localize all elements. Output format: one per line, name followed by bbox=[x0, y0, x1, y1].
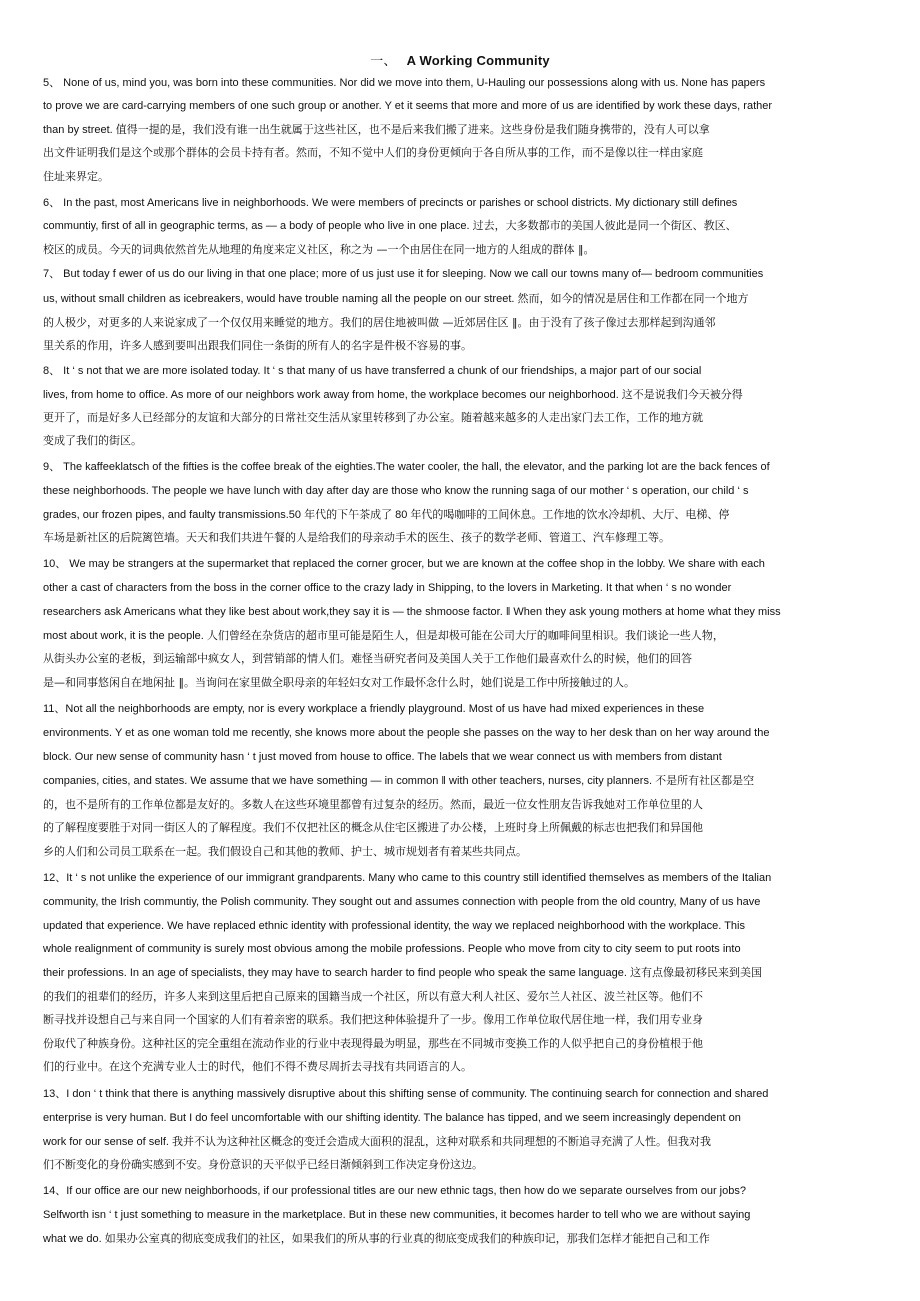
text-line: 车场是新社区的后院篱笆墙。天天和我们共进午餐的人是给我们的母亲动手术的医生、孩子的数学老师、管道工、汽车修理工等。 bbox=[43, 531, 670, 544]
text-line: 住址来界定。 bbox=[43, 170, 109, 183]
text-line: 9、 The kaffeeklatsch of the fifties is the coffee break of the eighties.The water cooler, the hall, the elevator, and the parking lot are the back fences of bbox=[43, 461, 770, 473]
text-line: 的人极少，对更多的人来说家成了一个仅仅用来睡觉的地方。我们的居住地被叫做 —近郊居住区 ‖。由于没有了孩子像过去那样起到沟通邻 bbox=[43, 316, 716, 329]
text-line: grades, our frozen pipes, and faulty transmissions.50 年代的下午茶成了 80 年代的喝咖啡的工间休息。工作地的饮水冷却机、大厅、电梯、停 bbox=[43, 509, 730, 521]
text-line: what we do. 如果办公室真的彻底变成我们的社区，如果我们的所从事的行业真的彻底变成我们的种族印记，那我们怎样才能把自己和工作 bbox=[43, 1233, 710, 1245]
text-line: community, the Irish communtiy, the Polish community. They sought out and assumes connection with people from the old country, Many of us have bbox=[43, 896, 761, 908]
text-line: updated that experience. We have replaced ethnic identity with professional identity, the way we replaced neighborhood with the workplace. This bbox=[43, 920, 745, 932]
text-line: 14、If our office are our new neighborhoods, if our professional titles are our new ethnic tags, then how do we separate ourselves from our jobs? bbox=[43, 1185, 746, 1197]
text-line: lives, from home to office. As more of our neighbors work away from home, the workplace becomes our neighborhood. 这不是说我们今天被分得 bbox=[43, 389, 743, 401]
text-line: work for our sense of self. 我并不认为这种社区概念的变迁会造成大面积的混乱，这种对联系和共同理想的不断追寻充满了人性。但我对我 bbox=[43, 1136, 711, 1148]
text-line: 出文件证明我们是这个或那个群体的会员卡持有者。然而，不知不觉中人们的身份更倾向于各自所从事的工作，而不是像以往一样由家庭 bbox=[43, 146, 703, 159]
text-line: researchers ask Americans what they like best about work,they say it is — the shmoose factor. ‖ When they ask young mothers at home what they miss bbox=[43, 606, 781, 618]
text-line: than by street. 值得一提的是，我们没有谁一出生就属于这些社区，也不是后来我们搬了进来。这些身份是我们随身携带的，没有人可以拿 bbox=[43, 124, 710, 136]
text-line: enterprise is very human. But I do feel uncomfortable with our shifting identity. The balance has tipped, and we seem increasingly dependent on bbox=[43, 1112, 741, 1124]
text-line: 是—和同事悠闲自在地闲扯 ‖。当询问在家里做全职母亲的年轻妇女对工作最怀念什么时，她们说是工作中所接触过的人。 bbox=[43, 676, 635, 689]
text-line: other a cast of characters from the boss in the corner office to the crazy lady in Shipping, to the lovers in Marketing. It that when ‘ s no wonder bbox=[43, 582, 732, 594]
text-line: 11、Not all the neighborhoods are empty, nor is every workplace a friendly playground. Most of us have had mixed experiences in these bbox=[43, 703, 705, 715]
title-text: A Working Community bbox=[406, 53, 550, 68]
text-line: 们不断变化的身份确实感到不安。身份意识的天平似乎已经日渐倾斜到工作决定身份这边。 bbox=[43, 1158, 483, 1171]
text-line: 13、I don ‘ t think that there is anything massively disruptive about this shifting sense of community. The continuing search for connection and shared bbox=[43, 1088, 769, 1100]
text-line: their professions. In an age of specialists, they may have to search harder to find people who speak the same language. 这有点像最初移民来到美国 bbox=[43, 967, 763, 979]
text-line: 5、 None of us, mind you, was born into these communities. Nor did we move into them, U-Hauling our possessions along with us. None has papers bbox=[43, 77, 766, 89]
text-line: communtiy, first of all in geographic terms, as — a body of people who live in one place. 过去，大多数都市的美国人彼此是同一个街区、教区、 bbox=[43, 220, 737, 232]
text-line: environments. Y et as one woman told me recently, she knows more about the people she passes on the way to her desk than on her way around the bbox=[43, 727, 770, 739]
text-line: 更开了，而是好多人已经部分的友谊和大部分的日常社交生活从家里转移到了办公室。随着越来越多的人走出家门去工作，工作的地方就 bbox=[43, 411, 703, 424]
text-line: most about work, it is the people. 人们曾经在杂货店的超市里可能是陌生人，但是却极可能在公司大厅的咖啡间里相识。我们谈论一些人物， bbox=[43, 630, 724, 642]
text-line: 从街头办公室的老板，到运输部中疯女人，到营销部的情人们。难怪当研究者问及美国人关于工作他们最喜欢什么的时候，他们的回答 bbox=[43, 652, 692, 665]
text-line: 12、It ‘ s not unlike the experience of our immigrant grandparents. Many who came to this country still identified themselves as members of the Italian bbox=[43, 872, 772, 884]
text-line: 的，也不是所有的工作单位都是友好的。多数人在这些环境里都曾有过复杂的经历。然而，最近一位女性朋友告诉我她对工作单位里的人 bbox=[43, 798, 703, 811]
text-line: us, without small children as icebreakers, would have trouble naming all the people on our street. 然而，如今的情况是居住和工作都在同一个地方 bbox=[43, 293, 749, 305]
text-line: 8、 It ‘ s not that we are more isolated today. It ‘ s that many of us have transferred a chunk of our friendships, a major part of our social bbox=[43, 365, 702, 377]
text-line: companies, cities, and states. We assume that we have something — in common ‖ with other teachers, nurses, city planners. 不是所有社区都是空 bbox=[43, 775, 755, 787]
text-line: 7、 But today f ewer of us do our living in that one place; more of us just use it for sleeping. Now we call our towns many of— bedroom communities bbox=[43, 268, 764, 280]
text-line: 校区的成员。今天的词典依然首先从地理的角度来定义社区，称之为 —一个由居住在同一地方的人组成的群体 ‖。 bbox=[43, 243, 595, 256]
text-line: 的我们的祖辈们的经历，许多人来到这里后把自己原来的国籍当成一个社区，所以有意大利人社区、爱尔兰人社区、波兰社区等。他们不 bbox=[43, 990, 703, 1003]
text-line: 乡的人们和公司员工联系在一起。我们假设自己和其他的教师、护士、城市规划者有着某些共同点。 bbox=[43, 845, 527, 858]
text-line: 6、 In the past, most Americans live in neighborhoods. We were members of precincts or parishes or school districts. My dictionary still defines bbox=[43, 197, 738, 209]
text-line: these neighborhoods. The people we have lunch with day after day are those who know the running saga of our mother ‘ s operation, our child ‘ s bbox=[43, 485, 749, 497]
text-line: 里关系的作用，许多人感到要叫出跟我们同住一条街的所有人的名字是件极不容易的事。 bbox=[43, 339, 472, 352]
text-line: 10、 We may be strangers at the supermarket that replaced the corner grocer, but we are known at the coffee shop in the lobby. We share with each bbox=[43, 558, 765, 570]
text-line: whole realignment of community is surely most obvious among the mobile professions. People who move from city to city seem to put roots into bbox=[43, 943, 741, 955]
text-line: Selfworth isn ‘ t just something to measure in the marketplace. But in these new communities, it becomes harder to tell who we are without saying bbox=[43, 1209, 751, 1221]
text-line: to prove we are card-carrying members of one such group or another. Y et it seems that more and more of us are identified by work these days, rather bbox=[43, 100, 773, 112]
text-line: 断寻找并设想自己与来自同一个国家的人们有着亲密的联系。我们把这种体验提升了一步。像用工作单位取代居住地一样，我们用专业身 bbox=[43, 1013, 703, 1026]
text-line: 们的行业中。在这个充满专业人士的时代，他们不得不费尽周折去寻找有共同语言的人。 bbox=[43, 1060, 472, 1073]
document-title bbox=[0, 50, 920, 69]
text-line: 的了解程度要胜于对同一街区人的了解程度。我们不仅把社区的概念从住宅区搬进了办公楼，上班时身上所佩戴的标志也把我们和异国他 bbox=[43, 821, 703, 834]
text-line: block. Our new sense of community hasn ‘ t just moved from house to office. The labels that we wear connect us with members from distant bbox=[43, 751, 722, 763]
title-number: 一、 bbox=[370, 53, 397, 68]
text-line: 份取代了种族身份。这种社区的完全重组在流动作业的行业中表现得最为明显，那些在不同城市变换工作的人似乎把自己的身份植根于他 bbox=[43, 1037, 703, 1050]
text-line: 变成了我们的街区。 bbox=[43, 434, 142, 447]
